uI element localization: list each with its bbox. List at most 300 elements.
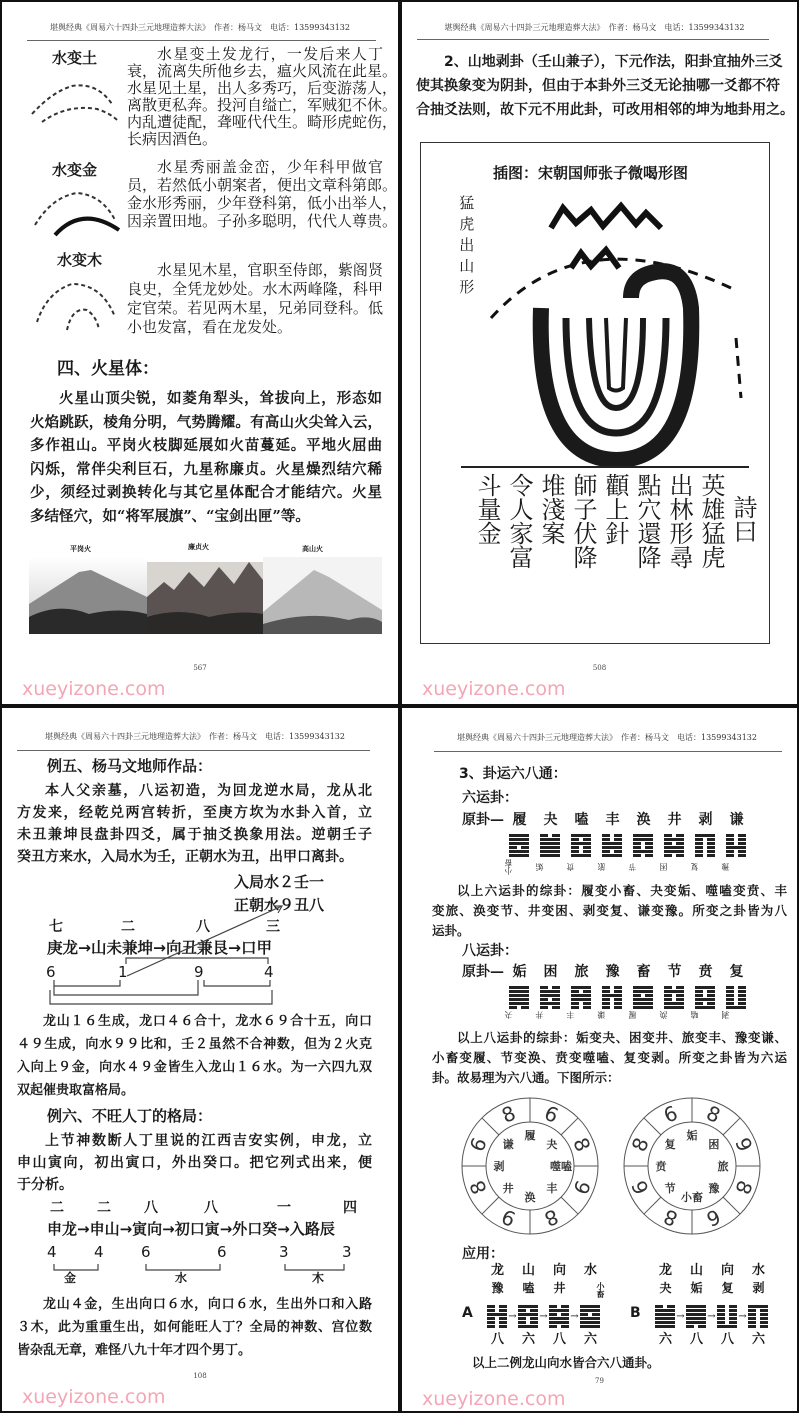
- wheel-number: 8: [626, 1134, 654, 1156]
- text-line: 小畜变履、节变涣、贲变噬嗑、复变剥。所变之卦皆为六运: [432, 1050, 787, 1065]
- hexagram-line: [509, 990, 529, 993]
- dragon-chain: 庚龙→山未兼坤→向丑兼艮→口甲: [47, 939, 272, 957]
- yun-number: 八: [490, 1332, 504, 1347]
- hexagram-line: [487, 1325, 507, 1328]
- hexagram-line: [580, 1313, 600, 1316]
- text-line: 以上六运卦的综卦：履变小畜、夬变姤、噬嗑变贲、丰: [457, 883, 787, 898]
- hexagram-line: [540, 846, 560, 849]
- yun-number: 一: [277, 1200, 291, 1216]
- hexagram-line: [726, 994, 746, 997]
- hexagram-line: [748, 1313, 768, 1316]
- page-header: 堪舆经典《周易六十四卦三元地理造葬大法》 作者：杨马文 电话：13599343132: [444, 23, 745, 32]
- hexagram-line: [518, 1317, 538, 1320]
- analysis-text: [17, 1293, 372, 1362]
- watermark: xueyizone.com: [22, 1386, 166, 1408]
- hexagram-name: 复: [729, 964, 744, 980]
- page-header: 堪舆经典《周易六十四卦三元地理造葬大法》 作者：杨马文 电话：13599343132: [50, 23, 350, 32]
- hexagram-line: [664, 854, 684, 857]
- hexagram-icon: [748, 1305, 768, 1328]
- dragon-chain: 申龙→申山→寅向→初口寅→外口癸→入路辰: [47, 1220, 335, 1238]
- element-label: 木: [312, 1271, 325, 1285]
- hexagram-line: [540, 854, 560, 857]
- hexagram-icon: [602, 986, 622, 1009]
- text-line: 少，须经过剥换转化与其它星体配合才能结穴。火星: [30, 484, 382, 501]
- hexagram-line: [509, 850, 529, 853]
- hexagram-line: [726, 1006, 746, 1009]
- text-line: 上节神数断人丁里说的江西吉安实例，申龙，立: [45, 1133, 372, 1149]
- inverse-hexagram-name: 小畜: [504, 859, 513, 875]
- yun-number: 四: [343, 1200, 357, 1216]
- text-line: 小也发富，看在龙发处。: [127, 318, 293, 336]
- hexagram-line: [655, 1325, 675, 1328]
- hexagram-line: [717, 1309, 737, 1312]
- text-line: 运卦。: [432, 923, 470, 938]
- six-yun-names: [504, 812, 752, 828]
- text-line: 本人父亲墓，八运初造，为回龙逆水局，龙从北: [45, 783, 372, 799]
- hexagram-line: [655, 1317, 675, 1320]
- mountain-wood-sketch: [27, 272, 122, 334]
- hexagram-name: 夬: [659, 1281, 672, 1295]
- hexagram-line: [580, 1305, 600, 1308]
- hexagram-line: [540, 990, 560, 993]
- figure-box: [420, 142, 770, 644]
- yun-number: 六: [751, 1332, 765, 1347]
- hexagram-line: [695, 838, 715, 841]
- wheel-hexagram-name: 噬嗑: [550, 1160, 572, 1173]
- hexagram-line: [748, 1321, 768, 1324]
- wheel-number: 8: [568, 1134, 596, 1156]
- hexagram-line: [695, 986, 715, 989]
- wheel-hexagram-name: 井: [502, 1181, 514, 1195]
- inverse-hexagram-name: 旅: [597, 863, 606, 871]
- hexagram-line: [540, 850, 560, 853]
- hexagram-line: [655, 1305, 675, 1308]
- hexagram-line: [540, 1002, 560, 1005]
- apply-names: [482, 1282, 606, 1298]
- hexagram-icon: [549, 1305, 569, 1328]
- hexagram-name: 嗑: [522, 1281, 535, 1295]
- hexagram-line: [633, 1002, 653, 1005]
- arrow-icon: →: [539, 1310, 548, 1322]
- wheel-hexagram-name: 夬: [546, 1138, 558, 1152]
- mountain-metal-sketch: [27, 185, 122, 240]
- wheel-hexagram-name: 贲: [655, 1160, 667, 1173]
- six-yun-text: [432, 881, 787, 941]
- hexagram-name: 畜: [636, 964, 651, 980]
- hexagram-line: [580, 1325, 600, 1328]
- page-79: [400, 706, 799, 1413]
- wheel-hexagram-name: 复: [664, 1138, 676, 1152]
- hexagram-line: [487, 1309, 507, 1312]
- wheel-divider: [482, 1118, 499, 1135]
- section-text: [127, 158, 398, 230]
- yun-number: 二: [50, 1200, 64, 1216]
- hexagram-line: [602, 1006, 622, 1009]
- text-line: 水星变土发龙行，一发后来人丁: [157, 45, 383, 63]
- apply-head: 水: [583, 1263, 597, 1278]
- hexagram-line: [549, 1305, 569, 1308]
- text-line: 使其换象变为阴卦，但由于本卦外三爻无论抽哪一爻都不符: [416, 78, 780, 94]
- hexagram-line: [726, 842, 746, 845]
- hexagram-line: [695, 1002, 715, 1005]
- hexagram-line: [509, 986, 529, 989]
- page-header: 堪舆经典《周易六十四卦三元地理造葬大法》 作者：杨马文 电话：13599343132: [45, 732, 345, 741]
- text-line: 于分析。: [17, 1177, 73, 1193]
- inverse-hexagram-name: 谦: [597, 1011, 606, 1019]
- yun-row: [50, 1200, 357, 1216]
- hexagram-line: [726, 1002, 746, 1005]
- hexagram-line: [580, 1321, 600, 1324]
- hexagram-line: [571, 994, 591, 997]
- wheel-number: 6: [626, 1176, 654, 1198]
- number: 3: [342, 1243, 352, 1261]
- hexagram-line: [571, 834, 591, 837]
- inverse-hexagram-name: 复: [690, 863, 699, 871]
- hexagram-name: 困: [543, 964, 558, 980]
- page-108: [0, 706, 400, 1413]
- hexagram-line: [540, 1006, 560, 1009]
- hexagram-name: 豫: [605, 964, 620, 980]
- hexagram-line: [571, 842, 591, 845]
- hexagram-line: [726, 834, 746, 837]
- hexagram-line: [695, 854, 715, 857]
- hexagram-cell: [571, 834, 602, 857]
- text-line: 多结怪穴，如“将军展旗”、“宝剑出匣”等。: [30, 507, 310, 525]
- hexagram-cell: [664, 986, 695, 1009]
- text-line: ３木，此为重重生出，如何能旺人丁？全局的神数、宫位数: [17, 1320, 372, 1335]
- fire-mountain-photos: [29, 542, 382, 634]
- wheel-divider: [561, 1197, 578, 1214]
- hexagram-line: [509, 834, 529, 837]
- poem-column: 堆淺案: [537, 473, 565, 545]
- wheel-number: 8: [660, 1204, 682, 1232]
- poem: [457, 473, 757, 633]
- inverse-hexagram-name: 嗑: [690, 1011, 699, 1019]
- hexagram-icon: [695, 986, 715, 1009]
- wheel-hexagram-name: 涣: [524, 1191, 536, 1204]
- eight-yun-text: [432, 1028, 787, 1088]
- hexagram-line: [602, 1002, 622, 1005]
- hexagram-line: [655, 1313, 675, 1316]
- text-line: 以上八运卦的综卦：姤变夬、困变井、旅变丰、豫变谦、: [457, 1030, 787, 1045]
- page-number: 567: [193, 664, 207, 672]
- hexagram-line: [717, 1305, 737, 1308]
- wheel-divider: [644, 1197, 661, 1214]
- hexagram-cell: [571, 986, 602, 1009]
- six-yun-prefix: 原卦—: [462, 812, 504, 828]
- hexagram-icon: [580, 1305, 600, 1328]
- text-line: 长病因酒色。: [127, 130, 218, 148]
- hexagram-icon: [726, 834, 746, 857]
- text-line: 衰，流离失所他乡去，瘟火风流在此星。: [127, 62, 398, 80]
- yun-number: 二: [121, 919, 135, 935]
- hexagram-line: [487, 1317, 507, 1320]
- yun-number: 六: [583, 1332, 597, 1347]
- intro-text: [416, 50, 794, 122]
- hexagram-cell: [509, 986, 540, 1009]
- hexagram-line: [540, 834, 560, 837]
- hexagram-cell: [633, 986, 664, 1009]
- wheel-hexagram-name: 困: [708, 1138, 720, 1152]
- text-line: 龙山４金，生出向口６水，向口６水，生出外口和入路: [43, 1297, 372, 1312]
- hexagram-line: [602, 998, 622, 1001]
- hexagram-line: [633, 986, 653, 989]
- hexagram-line: [717, 1321, 737, 1324]
- hexagram-line: [509, 994, 529, 997]
- arrow-icon: →: [707, 1310, 716, 1322]
- text-line: 多作祖山。平岗火枝脚延展如火苗蔓延。平地火屈曲: [30, 437, 382, 454]
- eight-yun-prefix: 原卦—: [462, 964, 504, 980]
- poem-column: 英雄猛虎: [697, 473, 725, 569]
- number: 4: [264, 963, 274, 981]
- eight-yun-inverse: [504, 1011, 752, 1019]
- yun-number: 六: [521, 1332, 535, 1347]
- water-front-label: 正朝水９丑八: [234, 896, 325, 914]
- arrow-icon: →: [676, 1310, 685, 1322]
- example-tag: B: [630, 1305, 641, 1321]
- hexagram-line: [518, 1313, 538, 1316]
- hexagram-line: [518, 1309, 538, 1312]
- hexagram-icon: [664, 986, 684, 1009]
- yun-number: 八: [196, 919, 210, 935]
- watermark: xueyizone.com: [422, 678, 566, 700]
- poem-column: 點穴還降: [633, 473, 661, 569]
- hexagram-line: [540, 842, 560, 845]
- example-body: [17, 1130, 372, 1196]
- hexagram-line: [540, 986, 560, 989]
- inverse-hexagram-name: 履: [628, 1011, 637, 1019]
- poem-column: 師子伏降: [569, 473, 597, 569]
- section-label: 水变土: [52, 49, 98, 67]
- text-line: 皆杂乱无章，难怪八九十年才四个男丁。: [17, 1343, 252, 1358]
- analysis-text: [17, 1010, 372, 1102]
- text-line: 水星秀丽盖金峦，少年科甲做官: [157, 158, 383, 176]
- hexagram-line: [664, 1002, 684, 1005]
- hexagram-name: 谦: [729, 812, 744, 828]
- hexagram-line: [633, 842, 653, 845]
- wheel-divider: [723, 1118, 740, 1135]
- hexagram-icon: [540, 986, 560, 1009]
- page-number: 508: [592, 664, 607, 672]
- hexagram-line: [633, 846, 653, 849]
- yun-number: 八: [720, 1332, 734, 1347]
- wheel-number: 9: [568, 1176, 596, 1198]
- apply-head: 山: [521, 1263, 535, 1278]
- section-heading: 3、卦运六八通：: [459, 766, 567, 782]
- arrow-icon: →: [738, 1310, 747, 1322]
- hexagram-icon: [717, 1305, 737, 1328]
- arrow-icon: →: [508, 1310, 517, 1322]
- hexagram-cell: [602, 986, 633, 1009]
- hexagram-line: [509, 1006, 529, 1009]
- hexagram-line: [518, 1321, 538, 1324]
- hexagram-icon: [686, 1305, 706, 1328]
- hexagram-line: [686, 1325, 706, 1328]
- inverse-hexagram-name: 节: [628, 863, 637, 871]
- hexagram-line: [633, 990, 653, 993]
- text-line: 入向上９金，向水４９金皆生入龙山１６水。为一六四九双: [17, 1060, 372, 1075]
- wheel-number: 9: [498, 1204, 520, 1232]
- hexagram-line: [664, 986, 684, 989]
- hexagram-line: [748, 1309, 768, 1312]
- hexagram-icon: [633, 986, 653, 1009]
- header-rule: [434, 751, 782, 752]
- wheel-number: 8: [540, 1204, 562, 1232]
- number: 4: [47, 1243, 57, 1261]
- hexagram-line: [695, 998, 715, 1001]
- hexagram-line: [664, 998, 684, 1001]
- example-title: 例六、不旺人丁的格局：: [47, 1107, 213, 1125]
- hexagram-name: 涣: [636, 812, 651, 828]
- page-header: 堪舆经典《周易六十四卦三元地理造葬大法》 作者：杨马文 电话：13599343132: [457, 733, 757, 742]
- hexagram-line: [695, 994, 715, 997]
- yun-number: 七: [49, 919, 63, 935]
- hexagram-line: [686, 1317, 706, 1320]
- text-line: 癸丑方来水，入局水为壬，正朝水为丑，出甲口离卦。: [17, 849, 353, 865]
- hexagram-name: 姤: [690, 1281, 703, 1295]
- hexagram-name: 履: [512, 812, 527, 828]
- photo-caption: 高山火: [302, 544, 323, 553]
- hexagram-line: [695, 850, 715, 853]
- hexagram-line: [633, 854, 653, 857]
- figure-title: 插图：宋朝国师张子微喝形图: [493, 164, 689, 182]
- text-line: ４９生成，向水９９比和，壬２虽然不合神数，但为２火克: [17, 1037, 372, 1052]
- hexagram-cell: [540, 986, 571, 1009]
- number: 3: [279, 1243, 289, 1261]
- apply-hexagrams: [655, 1305, 768, 1328]
- hexagram-line: [726, 998, 746, 1001]
- section-text: [127, 261, 383, 337]
- text-line: 卦。故易理为六八通。下图所示：: [432, 1070, 620, 1085]
- section-heading: 四、火星体：: [57, 359, 159, 379]
- inverse-hexagram-name: 姤: [535, 863, 544, 871]
- hexagram-line: [509, 838, 529, 841]
- hexagram-line: [549, 1317, 569, 1320]
- wheel-divider: [723, 1197, 740, 1214]
- hexagram-line: [580, 1309, 600, 1312]
- wheel-number: 8: [464, 1176, 492, 1198]
- hexagram-line: [602, 838, 622, 841]
- number: 6: [217, 1243, 227, 1261]
- poem-column: 出林形尋: [665, 473, 693, 569]
- hexagram-line: [717, 1325, 737, 1328]
- inverse-hexagram-name: 困: [659, 863, 668, 871]
- wheel-number: 8: [702, 1100, 724, 1128]
- eight-yun-title: 八运卦：: [462, 943, 518, 959]
- hexagram-line: [748, 1305, 768, 1308]
- six-yun-title: 六运卦：: [462, 790, 518, 806]
- yun-number: 二: [97, 1200, 111, 1216]
- poem-column: 詩曰: [729, 495, 757, 543]
- hexagram-line: [726, 846, 746, 849]
- wheel-hexagram-name: 丰: [546, 1181, 558, 1195]
- hexagram-line: [633, 1006, 653, 1009]
- wheel-number: 8: [498, 1100, 520, 1128]
- hexagram-line: [518, 1325, 538, 1328]
- hexagram-line: [602, 850, 622, 853]
- hexagram-line: [487, 1321, 507, 1324]
- hexagram-cell: [726, 986, 757, 1009]
- hexagram-line: [602, 994, 622, 997]
- element-label: 水: [175, 1271, 188, 1285]
- hexagram-line: [540, 838, 560, 841]
- figure-divider: [461, 466, 749, 468]
- header-rule: [417, 39, 769, 40]
- conclusion: 以上二例龙山向水皆合六八通卦。: [472, 1355, 660, 1370]
- hexagram-icon: [540, 834, 560, 857]
- figure-side-label: 猛虎出山形: [457, 195, 476, 300]
- example-title: 例五、杨马文地师作品：: [47, 757, 213, 775]
- hexagram-icon: [487, 1305, 507, 1328]
- arrow-icon: →: [570, 1310, 579, 1322]
- hexagram-line: [602, 990, 622, 993]
- hexagram-name: 剥: [698, 812, 713, 828]
- hexagram-name: 嗑: [574, 812, 589, 828]
- wheel-hexagram-name: 小畜: [681, 1191, 703, 1204]
- apply-head: 龙: [658, 1263, 672, 1278]
- hexagram-cell: [633, 834, 664, 857]
- apply-head: 龙: [490, 1263, 504, 1278]
- inverse-hexagram-name: 丰: [566, 1011, 575, 1019]
- section-label: 水变金: [52, 161, 98, 179]
- page-number: 79: [595, 1377, 604, 1385]
- hexagram-name: 节: [667, 964, 682, 980]
- hexagram-line: [540, 994, 560, 997]
- hexagram-line: [571, 838, 591, 841]
- apply-hexagrams: [487, 1305, 600, 1328]
- yun-number: 六: [658, 1332, 672, 1347]
- tiger-form-diagram: [481, 198, 761, 468]
- hexagram-line: [655, 1321, 675, 1324]
- hexagram-line: [664, 834, 684, 837]
- photo-caption: 廉贞火: [188, 542, 209, 551]
- apply-head: 山: [689, 1263, 703, 1278]
- hexagram-line: [664, 990, 684, 993]
- page-567: [0, 0, 400, 706]
- hexagram-icon: [509, 986, 529, 1009]
- hexagram-line: [487, 1313, 507, 1316]
- hexagram-name: 丰: [605, 812, 620, 828]
- text-line: 双起催贵取富格局。: [17, 1083, 135, 1098]
- hexagram-line: [633, 838, 653, 841]
- hexagram-icon: [726, 986, 746, 1009]
- hexagram-line: [695, 1006, 715, 1009]
- yun-number: 八: [204, 1200, 218, 1216]
- header-rule: [27, 40, 376, 41]
- wheel-hexagram-name: 豫: [708, 1181, 720, 1195]
- yun-number: 八: [144, 1200, 158, 1216]
- text-line: 员，若然低小朝案者，便出文章科第郎。: [127, 176, 398, 194]
- hexagram-line: [695, 990, 715, 993]
- text-line: 内乱遭徒配，聋哑代代生。畸形虎蛇伤，: [127, 113, 398, 131]
- hexagram-icon: [695, 834, 715, 857]
- wheel-divider: [644, 1118, 661, 1135]
- yun-number: 三: [266, 919, 280, 935]
- hexagram-line: [664, 846, 684, 849]
- hexagram-cell: [540, 834, 571, 857]
- hexagram-line: [549, 1325, 569, 1328]
- page-508: [400, 0, 799, 706]
- hexagram-line: [602, 842, 622, 845]
- hexagram-line: [726, 986, 746, 989]
- hexagram-line: [549, 1309, 569, 1312]
- section-label: 水变木: [57, 251, 103, 269]
- pairing-brackets: [42, 858, 292, 1008]
- hexagram-icon: [571, 986, 591, 1009]
- hexagram-cell: [726, 834, 757, 857]
- hexagram-line: [602, 986, 622, 989]
- text-line: 闪烁，常伴尖利巨石，九星称廉贞。火星燥烈结穴稀: [30, 460, 382, 478]
